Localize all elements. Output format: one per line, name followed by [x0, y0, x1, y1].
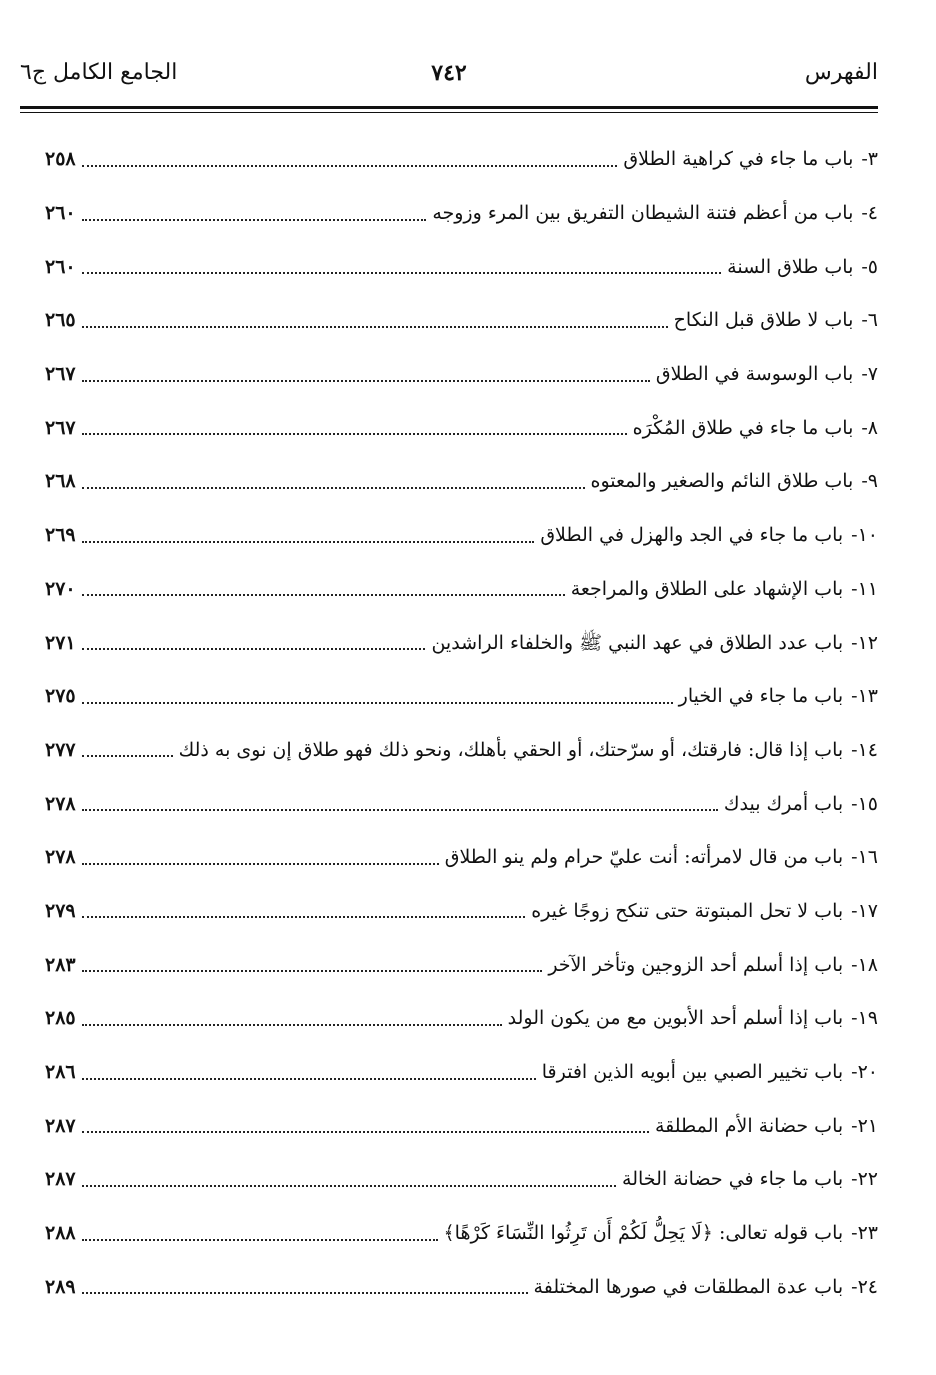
entry-page-number: ٢٧٠: [45, 577, 76, 600]
entry-number: ١٩-: [851, 1007, 878, 1030]
entry-title: باب عدة المطلقات في صورها المختلفة: [533, 1275, 844, 1298]
entry-page-number: ٢٧٨: [45, 846, 76, 869]
entry-number: ٥-: [861, 255, 878, 278]
entry-title: باب إذا أسلم أحد الزوجين وتأخر الآخر: [548, 953, 844, 976]
dot-leader: [82, 970, 543, 972]
entry-title: باب عدد الطلاق في عهد النبي ﷺ والخلفاء الراشدين: [431, 631, 844, 654]
entry-title: باب من أعظم فتنة الشيطان التفريق بين المرء وزوجه: [432, 202, 854, 225]
entry-title: باب ما جاء في حضانة الخالة: [622, 1168, 844, 1191]
toc-entry: [45, 1207, 878, 1261]
dot-leader: [82, 648, 426, 650]
entry-number: ١٨-: [851, 953, 878, 976]
entry-number: ١٦-: [851, 846, 878, 869]
toc-entry: [45, 885, 878, 939]
toc-entry: [45, 1153, 878, 1207]
toc-entry: [45, 777, 878, 831]
entry-title: باب طلاق النائم والصغير والمعتوه: [590, 470, 854, 493]
entry-page-number: ٢٦٨: [45, 470, 76, 493]
entry-page-number: ٢٦٧: [45, 363, 76, 386]
entry-title: باب إذا أسلم أحد الأبوين مع من يكون الولد: [507, 1007, 844, 1030]
entry-title: باب لا تحل المبتوتة حتى تنكح زوجًا غيره: [531, 899, 844, 922]
dot-leader: [82, 380, 650, 382]
entry-number: ١٣-: [851, 685, 878, 708]
entry-title: باب لا طلاق قبل النكاح: [673, 309, 854, 332]
entry-number: ٩-: [861, 470, 878, 493]
dot-leader: [82, 594, 565, 596]
book-title: الجامع الكامل ج٦: [20, 60, 178, 85]
toc-entry: [45, 133, 878, 187]
entry-title: باب ما جاء في الجد والهزل في الطلاق: [540, 524, 844, 547]
entry-number: ٢٤-: [851, 1275, 878, 1298]
entry-number: ٢١-: [851, 1114, 878, 1137]
toc-entry: [45, 992, 878, 1046]
entry-title: باب ما جاء في كراهية الطلاق: [623, 148, 854, 171]
entry-page-number: ٢٦٥: [45, 309, 76, 332]
entry-number: ٦-: [861, 309, 878, 332]
entry-page-number: ٢٨٥: [45, 1007, 76, 1030]
entry-number: ١٧-: [851, 899, 878, 922]
dot-leader: [82, 863, 439, 865]
dot-leader: [82, 702, 673, 704]
entry-number: ١١-: [851, 577, 878, 600]
entry-number: ١٥-: [851, 792, 878, 815]
entry-number: ٤-: [861, 202, 878, 225]
page-number: ٧٤٢: [431, 60, 467, 86]
entry-number: ١٢-: [851, 631, 878, 654]
entry-number: ١٤-: [851, 738, 878, 761]
toc-entry: [45, 187, 878, 241]
entry-page-number: ٢٧٨: [45, 792, 76, 815]
entry-number: ٨-: [861, 416, 878, 439]
toc-entry: [45, 938, 878, 992]
toc-entry: [45, 1260, 878, 1314]
toc-entry: [45, 294, 878, 348]
entry-page-number: ٢٦٠: [45, 255, 76, 278]
entry-page-number: ٢٧٩: [45, 899, 76, 922]
entry-number: ٣-: [861, 148, 878, 171]
entry-page-number: ٢٦٧: [45, 416, 76, 439]
entry-number: ١٠-: [851, 524, 878, 547]
dot-leader: [82, 1078, 536, 1080]
toc-entry: [45, 455, 878, 509]
entry-page-number: ٢٨٣: [45, 953, 76, 976]
toc-entry: [45, 348, 878, 402]
entry-page-number: ٢٨٩: [45, 1275, 76, 1298]
dot-leader: [82, 916, 526, 918]
header-rule-thin: [20, 112, 878, 113]
entry-title: باب حضانة الأم المطلقة: [654, 1114, 844, 1137]
page-header: [20, 60, 878, 100]
toc-entry: [45, 563, 878, 617]
section-title: الفهرس: [804, 60, 878, 85]
dot-leader: [82, 809, 718, 811]
entry-title: باب ما جاء في الخيار: [678, 685, 844, 708]
toc-entry: [45, 670, 878, 724]
entry-number: ٢٣-: [851, 1222, 878, 1245]
entry-number: ٢٠-: [851, 1061, 878, 1084]
entry-page-number: ٢٧١: [45, 631, 76, 654]
toc-entry: [45, 1099, 878, 1153]
entry-page-number: ٢٧٥: [45, 685, 76, 708]
dot-leader: [82, 219, 427, 221]
dot-leader: [82, 541, 535, 543]
dot-leader: [82, 433, 627, 435]
toc-entry: [45, 724, 878, 778]
toc-entry: [45, 240, 878, 294]
entry-page-number: ٢٧٧: [45, 738, 76, 761]
entry-title: باب ما جاء في طلاق المُكْرَه: [632, 416, 854, 439]
entry-title: باب قوله تعالى: ﴿لَا يَحِلُّ لَكُمْ أَن تَرِثُوا النِّسَاءَ كَرْهًا﴾: [443, 1222, 844, 1245]
entry-page-number: ٢٥٨: [45, 148, 76, 171]
entry-number: ٧-: [861, 363, 878, 386]
entry-title: باب أمرك بيدك: [723, 792, 844, 815]
dot-leader: [82, 1024, 502, 1026]
dot-leader: [82, 1185, 616, 1187]
entry-number: ٢٢-: [851, 1168, 878, 1191]
entry-page-number: ٢٦٠: [45, 202, 76, 225]
entry-page-number: ٢٨٧: [45, 1114, 76, 1137]
toc-entry: [45, 401, 878, 455]
dot-leader: [82, 1131, 649, 1133]
table-of-contents: [45, 133, 878, 1314]
entry-page-number: ٢٦٩: [45, 524, 76, 547]
dot-leader: [82, 272, 722, 274]
toc-entry: [45, 509, 878, 563]
entry-title: باب طلاق السنة: [727, 255, 854, 278]
entry-page-number: ٢٨٨: [45, 1222, 76, 1245]
entry-title: باب إذا قال: فارقتك، أو سرّحتك، أو الحقي بأهلك، ونحو ذلك فهو طلاق إن نوى به ذلك: [178, 738, 844, 761]
header-rule-thick: [20, 106, 878, 109]
toc-entry: [45, 831, 878, 885]
dot-leader: [82, 1292, 528, 1294]
entry-title: باب الإشهاد على الطلاق والمراجعة: [570, 577, 844, 600]
entry-page-number: ٢٨٧: [45, 1168, 76, 1191]
dot-leader: [82, 326, 668, 328]
dot-leader: [82, 165, 618, 167]
entry-title: باب من قال لامرأته: أنت عليّ حرام ولم ينو الطلاق: [444, 846, 844, 869]
toc-entry: [45, 1046, 878, 1100]
entry-title: باب تخيير الصبي بين أبويه الذين افترقا: [541, 1061, 844, 1084]
dot-leader: [82, 1239, 438, 1241]
toc-entry: [45, 616, 878, 670]
dot-leader: [82, 487, 585, 489]
dot-leader: [82, 755, 173, 757]
entry-title: باب الوسوسة في الطلاق: [655, 363, 854, 386]
entry-page-number: ٢٨٦: [45, 1061, 76, 1084]
